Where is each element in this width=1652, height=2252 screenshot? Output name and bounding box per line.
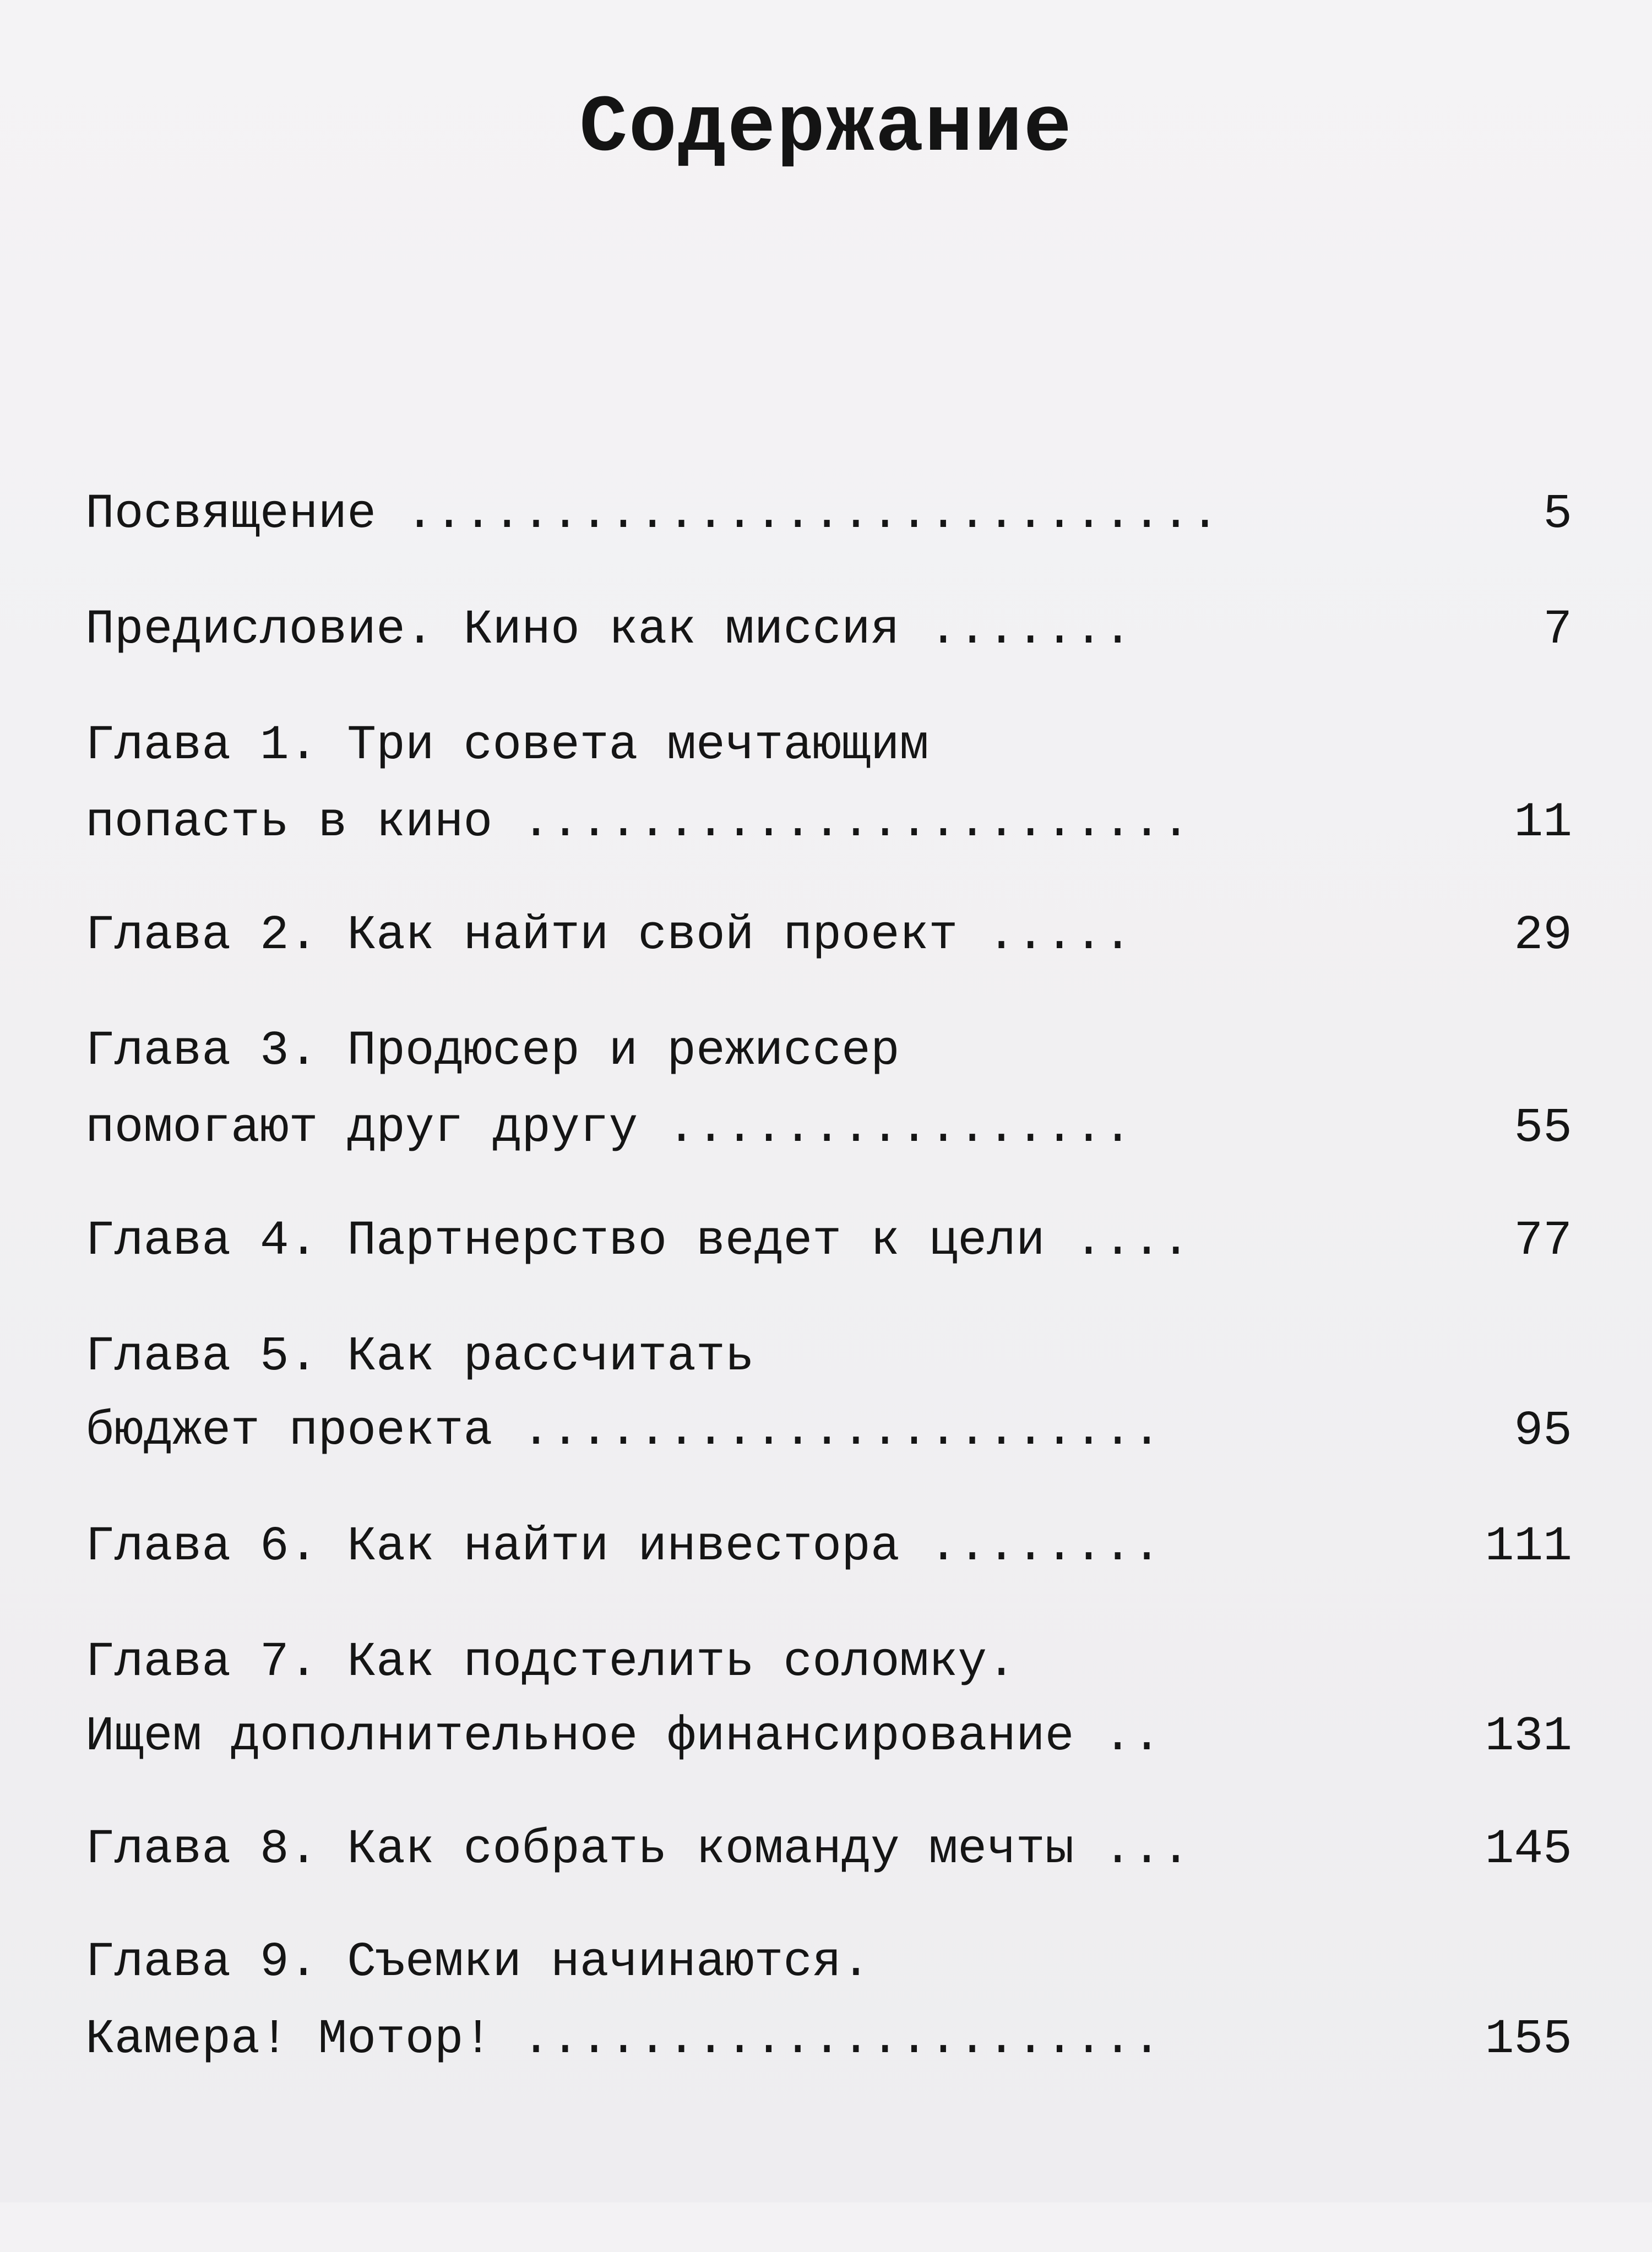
toc-entry-text: попасть в кино .......................: [85, 796, 1191, 850]
toc-entry: [85, 1820, 1572, 1880]
toc-entry: [85, 1401, 1572, 1462]
toc-entry-text: Предисловие. Кино как миссия .......: [85, 603, 1133, 657]
toc-entry-text: Ищем дополнительное финансирование ..: [85, 1710, 1161, 1764]
toc-entry-page: 5: [1543, 487, 1572, 542]
toc-entry-page: 29: [1514, 909, 1572, 963]
toc-entry: [85, 793, 1572, 853]
toc-entry: [85, 1211, 1572, 1272]
toc-entry: [85, 1633, 1572, 1693]
toc-entry-text: Глава 3. Продюсер и режиссер: [85, 1024, 900, 1079]
toc-entry-text: Камера! Мотор! ......................: [85, 2012, 1161, 2067]
toc-entry: [85, 1933, 1572, 1993]
toc-entry: [85, 2010, 1572, 2070]
toc-entry-page: 131: [1485, 1710, 1572, 1764]
toc-entry-text: Посвящение ............................: [85, 487, 1220, 542]
toc-entry-page: 55: [1514, 1101, 1572, 1156]
toc-entry-text: бюджет проекта ......................: [85, 1404, 1161, 1459]
toc-entry: [85, 485, 1572, 545]
toc-entry-text: Глава 6. Как найти инвестора ........: [85, 1520, 1161, 1574]
toc-entry: [85, 906, 1572, 966]
toc-entry-text: Глава 1. Три совета мечтающим: [85, 719, 929, 773]
toc-entry-text: Глава 9. Съемки начинаются.: [85, 1935, 871, 1990]
toc-entry-page: 11: [1514, 796, 1572, 850]
toc-entry-text: Глава 4. Партнерство ведет к цели ....: [85, 1214, 1191, 1269]
toc-entry-page: 7: [1543, 603, 1572, 657]
toc-entry: [85, 1517, 1572, 1578]
toc-entry: [85, 1098, 1572, 1159]
toc-entry: [85, 1327, 1572, 1388]
toc-entry-page: 95: [1514, 1404, 1572, 1459]
toc-entry: [85, 1021, 1572, 1082]
toc-entry-text: помогают друг другу ................: [85, 1101, 1133, 1156]
toc-entry-page: 155: [1485, 2012, 1572, 2067]
toc-entry-page: 111: [1485, 1520, 1572, 1574]
toc-entry-page: 77: [1514, 1214, 1572, 1269]
toc-entry: [85, 600, 1572, 661]
toc-entry-text: Глава 8. Как собрать команду мечты ...: [85, 1823, 1191, 1877]
page-title: Содержание: [579, 83, 1073, 174]
toc-entry-text: Глава 2. Как найти свой проект .....: [85, 909, 1133, 963]
toc-entry-page: 145: [1485, 1823, 1572, 1877]
toc-entry-text: Глава 5. Как рассчитать: [85, 1330, 754, 1384]
toc-entry-text: Глава 7. Как подстелить соломку.: [85, 1635, 1016, 1690]
toc-entry: [85, 716, 1572, 776]
toc-entry: [85, 1707, 1572, 1767]
